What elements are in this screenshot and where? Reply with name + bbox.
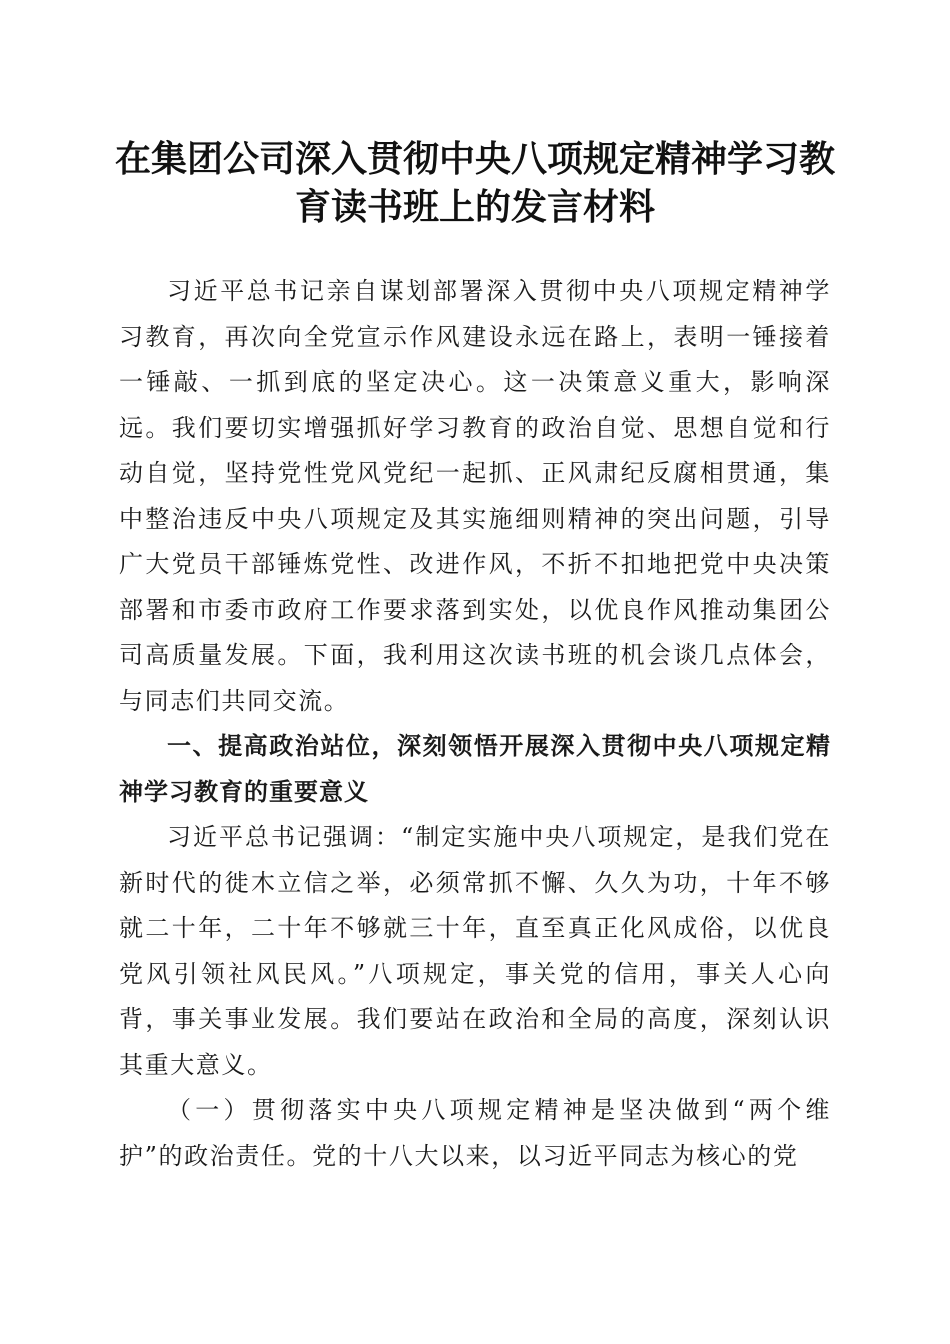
subsection-1-title: （一）贯彻落实中央八项规定精神是坚决做到“两个维护”的政治责任。	[119, 1096, 831, 1170]
intro-paragraph: 习近平总书记亲自谋划部署深入贯彻中央八项规定精神学习教育，再次向全党宣示作风建设永远在路上，表明一锤接着一锤敲、一抓到底的坚定决心。这一决策意义重大，影响深远。我们要切实增强抓好学习教育的政治自觉、思想自觉和行动自觉，坚持党性党风党纪一起抓、正风肃纪反腐相贯通，集中整治违反中央八项规定及其实施细则精神的突出问题，引导广大党员干部锤炼党性、改进作风，不折不扣地把党中央决策部署和市委市政府工作要求落到实处，以优良作风推动集团公司高质量发展。下面，我利用这次读书班的机会谈几点体会，与同志们共同交流。	[119, 277, 831, 715]
subsection-1-text: 党的十八大以来，以习近平同志为核心的党	[312, 1141, 799, 1170]
section-1-paragraph: 习近平总书记强调：“制定实施中央八项规定，是我们党在新时代的徙木立信之举，必须常抓不懈、久久为功，十年不够就二十年，二十年不够就三十年，直至真正化风成俗，以优良党风引领社风民风。”八项规定，事关党的信用，事关人心向背，事关事业发展。我们要站在政治和全局的高度，深刻认识其重大意义。	[119, 823, 831, 1079]
document-body	[119, 269, 831, 1179]
document-title: 在集团公司深入贯彻中央八项规定精神学习教育读书班上的发言材料	[114, 138, 835, 228]
section-heading-1: 一、提高政治站位，深刻领悟开展深入贯彻中央八项规定精神学习教育的重要意义	[119, 732, 831, 806]
subsection-1-paragraph	[119, 1088, 831, 1179]
